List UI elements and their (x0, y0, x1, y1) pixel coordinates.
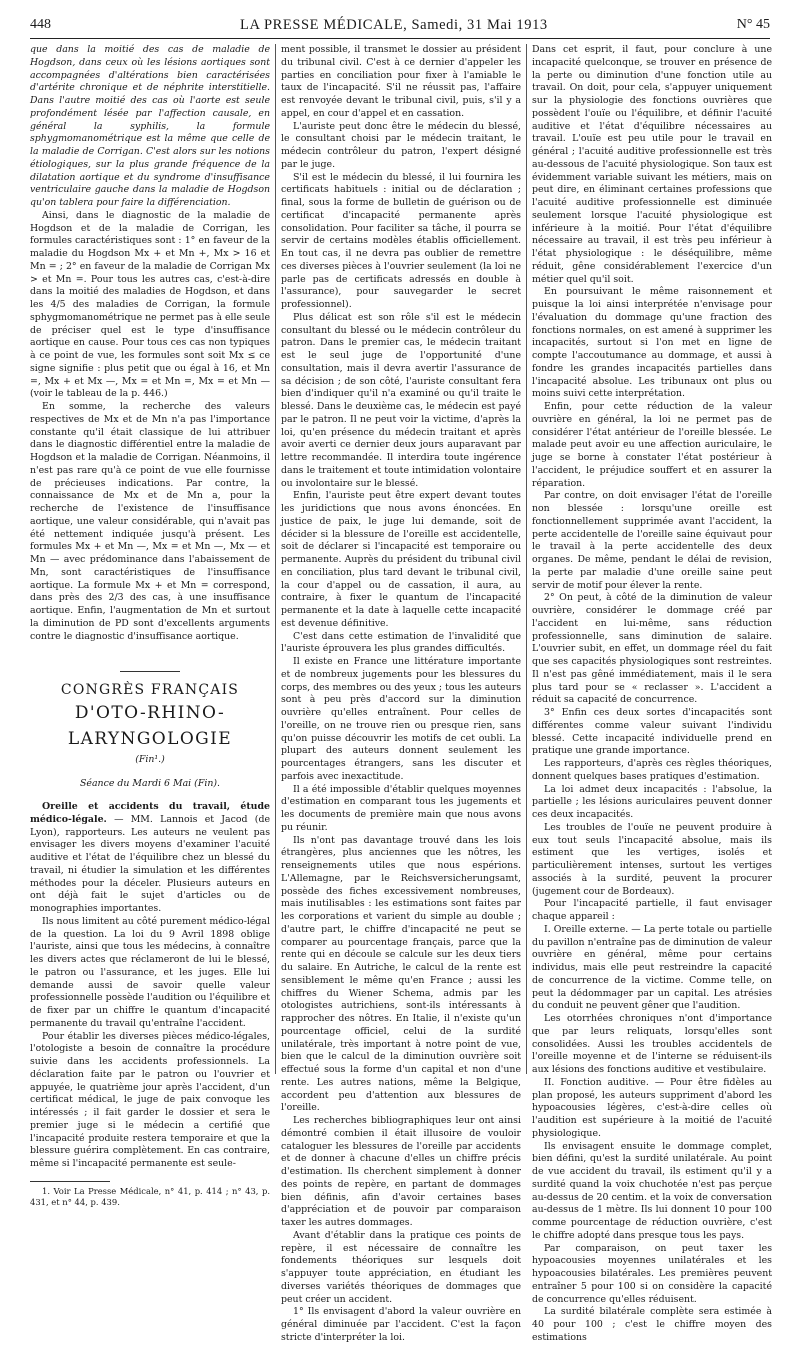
congress-title: CONGRÈS FRANÇAIS (60, 682, 240, 699)
paragraph: Il existe en France une littérature importante et de nombreux jugements pour les blessures du corps, des membres ou des yeux ; tous les auteurs sont à peu près d'accord sur la diminution ouvrière qu'elles entraînent. Pour celles de l'oreille, on ne trouve rien ou presque rien, sans qu'on puisse découvrir les motifs de cet oubli. La plupart des auteurs donnent seulement les pourcentages étrangers, sans les discuter et parfois avec inexactitude. (281, 656, 521, 782)
paragraph: 2° On peut, à côté de la diminution de valeur ouvrière, considérer le dommage créé par l'accident en lui-même, sans réduction professionnelle, sans diminution de salaire. L'ouvrier subit, en effet, un dommage réel du fait que ses capacités physiologiques sont restreintes. Il n'est pas gêné immédiatement, mais il le sera plus tard pour se « reclasser ». L'accident a réduit sa capacité de concurrence. (532, 592, 772, 706)
paragraph: Dans cet esprit, il faut, pour conclure à une incapacité quelconque, se trouver en présence de la perte ou diminution d'une fonction utile au travail. On doit, pour cela, s'appuyer uniquement sur la physiologie des fonctions ouvrières que possèdent l'ouïe ou l'équilibre, et définir l'acuité auditive et l'état d'équilibre nécessaires au travail. L'ouïe est peu utile pour le travail en général ; l'acuité auditive professionnelle est très au-dessous de l'acuité physiologique. Son taux est évidemment variable suivant les métiers, mais on peut dire, en éliminant certaines professions que l'acuité auditive professionnelle est diminuée seulement lorsque l'acuité physiologique est inférieure à la moitié. Pour l'état d'équilibre nécessaire au travail, il est très peu inférieur à l'état physiologique : le déséquilibre, même réduit, gêne considérablement l'exercice d'un métier quel qu'il soit. (532, 44, 772, 285)
paragraph: La loi admet deux incapacités : l'absolue, la partielle ; les lésions auriculaires peuvent donner ces deux incapacités. (532, 783, 772, 820)
paragraph: Il a été impossible d'établir quelques moyennes d'estimation en comparant tous les jugements et les documents de première main que nous avons pu réunir. (281, 783, 521, 833)
paragraph: Les recherches bibliographiques leur ont ainsi démontré combien il était illusoire de vouloir cataloguer les blessures de l'oreille par accidents et de donner à chacune d'elles un chiffre précis d'estimation. Ils cherchent simplement à donner des points de repère, en partant de dommages bien définis, afin d'avoir certaines bases d'appréciation et de pouvoir par comparaison taxer les autres dommages. (281, 1115, 521, 1228)
paragraph: Ils nous limitent au côté purement médico-légal de la question. La loi du 9 Avril 1898 oblige l'auriste, ainsi que tous les médecins, à connaître les divers actes que réclameront de lui le blessé, le patron ou l'assurance, et les juges. Elle lui demande aussi de savoir quelle valeur professionnelle possède l'audition ou l'équilibre et de fixer par un chiffre le quantum d'incapacité permanente du travail qu'entraîne l'accident. (30, 915, 270, 1029)
paragraph-text: Les auteurs ne veulent pas envisager les divers moyens d'examiner l'acuité auditive et l'état de l'équilibre chez un blessé du travail, ni étudier la simulation et les différentes méthodes pour la déceler. Plusieurs auteurs en ont déjà fait le sujet d'articles ou de monographies importantes. (30, 826, 271, 914)
paragraph: La surdité bilatérale complète sera estimée à 40 pour 100 ; c'est le chiffre moyen des estimations (532, 1306, 772, 1343)
paragraph: Ils n'ont pas davantage trouvé dans les lois étrangères, plus anciennes que les nôtres, les renseignements utiles que nous espérions. L'Allemagne, par le Reichsversicherungsamt, possède des fiches excessivement nombreuses, mais inutilisables : les estimations sont faites par les corporations et varient du simple au double ; d'autre part, le chiffre d'incapacité ne peut se comparer au pourcentage français, parce que la rente qui en découle se calcule sur les deux tiers du salaire. En Autriche, le calcul de la rente est sensiblement le même qu'en France ; aussi les chiffres du Wiener Schema, admis par les otologistes autrichiens, sont-ils intéressants à rapprocher des nôtres. En Italie, il n'existe qu'un pourcentage officiel, celui de la surdité unilatérale, très important à notre point de vue, bien que le calcul de la diminution ouvrière soit effectué sous la forme d'un capital et non d'une rente. Les autres nations, même la Belgique, accordent peu d'attention aux blessures de l'oreille. (281, 834, 521, 1114)
section-heading (30, 671, 270, 768)
report-title: Oreille et accidents du travail, étude médico-légale. (30, 801, 270, 825)
column-divider (275, 44, 276, 1074)
column-divider (526, 44, 527, 1074)
divider (120, 671, 180, 672)
paragraph: Pour établir les diverses pièces médico-légales, l'otologiste a besoin de connaître la procédure suivie dans les accidents professionnels. La déclaration faite par le patron ou l'ouvrier et appuyée, le quatrième jour après l'accident, d'un certificat médical, le juge de paix convoque les intéressés ; il fait garder le dossier et sera le premier juge si le médecin a certifié que l'incapacité produite restera temporaire et que la blessure guérira complètement. En cas contraire, même si l'incapacité permanente est seule- (30, 1030, 270, 1169)
paragraph: Enfin, pour cette réduction de la valeur ouvrière en général, la loi ne permet pas de considérer l'état antérieur de l'oreille blessée. Le malade peut avoir eu une affection auriculaire, le juge se borne à constater l'état postérieur à l'accident, le préjudice souffert et en assurer la réparation. (532, 401, 772, 489)
paragraph: Plus délicat est son rôle s'il est le médecin consultant du blessé ou le médecin contrôleur du patron. Dans le premier cas, le médecin traitant est le seul juge de l'opportunité d'une consultation, mais il devra avertir l'assurance de sa décision ; de son côté, l'auriste consultant fera bien d'indiquer qu'il n'a examiné ou qu'il traite le blessé. Dans le deuxième cas, le médecin est payé par le patron. Il ne peut voir la victime, d'après la loi, qu'en présence du médecin traitant et après avoir averti ce dernier deux jours auparavant par lettre recommandée. Il interdira toute ingérence dans le traitement et toute intimidation volontaire ou involontaire sur le blessé. (281, 311, 521, 489)
footnote-rule (30, 1181, 110, 1182)
paragraph: Par comparaison, on peut taxer les hypoacousies moyennes unilatérales et les hypoacousies bilatérales. Les premières peuvent entraîner 5 pour 100 si on considère la capacité de concurrence qu'elles réduisent. (532, 1242, 772, 1305)
paragraph: L'auriste peut donc être le médecin du blessé, le consultant choisi par le médecin traitant, le médecin contrôleur du patron, l'expert désigné par le juge. (281, 120, 521, 170)
paragraph: Enfin, l'auriste peut être expert devant toutes les juridictions que nous avons énoncées. En justice de paix, le juge lui demande, soit de décider si la blessure de l'oreille est accidentelle, soit de déclarer si l'incapacité est temporaire ou permanente. Auprès du président du tribunal civil en conciliation, plus tard devant le tribunal civil, la cour d'appel ou de cassation, il aura, au contraire, à fixer le quantum de l'incapacité permanente et la date à laquelle cette incapacité est devenue définitive. (281, 490, 521, 629)
paragraph (30, 801, 270, 916)
page-header (30, 14, 770, 36)
paragraph: 1° Ils envisagent d'abord la valeur ouvrière en général diminuée par l'accident. C'est la façon stricte d'interpréter la loi. (281, 1306, 521, 1343)
page-number: 448 (30, 17, 51, 32)
paragraph: Les otorrhées chroniques n'ont d'importance que par leurs reliquats, lorsqu'elles sont consolidées. Aussi les troubles accidentels de l'oreille moyenne et de l'interne se réduisent-ils aux lésions des fonctions auditive et vestibulaire. (532, 1013, 772, 1075)
paragraph: Les rapporteurs, d'après ces règles théoriques, donnent quelques bases pratiques d'estimation. (532, 758, 772, 782)
paragraph: Ils envisagent ensuite le dommage complet, bien défini, qu'est la surdité unilatérale. Au point de vue accident du travail, ils estiment qu'il y a surdité quand la voix chuchotée n'est pas perçue au-dessus de 20 centim. et la voix de conversation au-dessus de 1 mètre. Ils lui donnent 10 pour 100 comme pourcentage de réduction ouvrière, c'est le chiffre adopté dans presque tous les pays. (532, 1140, 772, 1241)
report-authors: — MM. Lannois et Jacod (de Lyon), rapporteurs. (30, 813, 270, 838)
paragraph: En poursuivant le même raisonnement et puisque la loi ainsi interprétée n'envisage pour l'évaluation du dommage qu'une fraction des fonctions normales, on est amené à supprimer les incapacités, surtout si l'on met en ligne de compte l'accoutumance au dommage, et aussi à fondre les grandes incapacités partielles dans l'incapacité absolue. Les tribunaux ont plus ou moins suivi cette interprétation. (532, 286, 772, 400)
paragraph: Par contre, on doit envisager l'état de l'oreille non blessée : lorsqu'une oreille est fonctionnellement supprimée avant l'accident, la perte accidentelle de l'oreille saine équivaut pour le travail à la perte accidentelle des deux organes. De même, pendant le délai de revision, la perte par maladie d'une oreille saine peut servir de motif pour élever la rente. (532, 490, 772, 591)
congress-subject: D'OTO-RHINO-LARYNGOLOGIE (67, 703, 233, 750)
paragraph: I. Oreille externe. — La perte totale ou partielle du pavillon n'entraîne pas de diminution de valeur ouvrière en général, même pour certains individus, mais elle peut restreindre la capacité de concurrence de la victime. Comme telle, on peut la dédommager par un capital. Les atrésies du conduit ne peuvent gêner que l'audition. (532, 923, 772, 1012)
column-3 (532, 44, 772, 1343)
footnote: 1. Voir La Presse Médicale, n° 41, p. 414 ; n° 43, p. 431, et n° 44, p. 439. (30, 1185, 270, 1207)
paragraph: ment possible, il transmet le dossier au président du tribunal civil. C'est à ce dernier d'appeler les parties en conciliation pour fixer à l'amiable le taux de l'incapacité. S'il ne réussit pas, l'affaire est renvoyée devant le tribunal civil, puis, s'il y a appel, en cour d'appel et en cassation. (281, 44, 521, 119)
paragraph: 3° Enfin ces deux sortes d'incapacités sont différentes comme valeur suivant l'individu blessé. Cette incapacité individuelle prend en pratique une grande importance. (532, 707, 772, 757)
issue-number: N° 45 (736, 17, 770, 32)
paragraph: Avant d'établir dans la pratique ces points de repère, il est nécessaire de connaître les fondements théoriques sur lesquels doit s'appuyer toute appréciation, en étudiant les diverses variétés théoriques de dommages que peut créer un accident. (281, 1229, 521, 1305)
paragraph: Pour l'incapacité partielle, il faut envisager chaque appareil : (532, 898, 772, 922)
session-date: Séance du Mardi 6 Mai (Fin). (80, 778, 220, 790)
paragraph: Ainsi, dans le diagnostic de la maladie de Hogdson et de la maladie de Corrigan, les formules caractéristiques sont : 1° en faveur de la maladie du Hogdson Mx + et Mn +, Mx > 16 et Mn = ; 2° en faveur de la maladie de Corrigan Mx > et Mn =. Pour tous les autres cas, c'est-à-dire dans la moitié des maladies de Hogdson, et dans les 4/5 des maladies de Corrigan, la formule sphygmomanométrique ne permet pas à elle seule de préciser quel est le type d'insuffisance aortique en cause. Pour tous ces cas non typiques à ce point de vue, les formules sont soit Mx ≤ ce signe signifie : plus petit que ou égal à 16, et Mn =, Mx + et Mx —, Mx = et Mn =, Mx = et Mn — (voir le tableau de la p. 446.) (30, 209, 270, 400)
journal-title: LA PRESSE MÉDICALE, Samedi, 31 Mai 1913 (240, 16, 548, 33)
column-1 (30, 44, 271, 1207)
header-rule (30, 38, 770, 39)
paragraph: C'est dans cette estimation de l'invalidité que l'auriste éprouvera les plus grandes difficultés. (281, 630, 521, 655)
paragraph: II. Fonction auditive. — Pour être fidèles au plan proposé, les auteurs suppriment d'abord les hypoacousies légères, c'est-à-dire celles où l'audition est supérieure à la moitié de l'acuité physiologique. (532, 1076, 772, 1139)
column-2 (281, 44, 521, 1343)
paragraph: Les troubles de l'ouïe ne peuvent produire à eux tout seuls l'incapacité absolue, mais ils estiment que les vertiges, isolés et particulièrement intenses, surtout les vertiges associés à la surdité, peuvent la procurer (jugement cour de Bordeaux). (532, 821, 772, 897)
paragraph: que dans la moitié des cas de maladie de Hogdson, dans ceux où les lésions aortiques sont accompagnées d'altérations bien caractérisées d'artérite chronique et de néphrite interstitielle. Dans l'autre moitié des cas où l'aorte est seule profondément lésée par l'affection causale, en général la syphilis, la formule sphygmomanométrique est la même que celle de la maladie de Corrigan. C'est alors sur les notions étiologiques, sur la plus grande fréquence de la dilatation aortique et du syndrome d'insuffisance ventriculaire gauche dans la maladie de Hogdson qu'on tablera pour faire la différenciation. (30, 44, 270, 208)
paragraph: S'il est le médecin du blessé, il lui fournira les certificats habituels : initial ou de déclaration ; final, sous la forme de bulletin de guérison ou de certificat d'incapacité permanente après consolidation. Pour faciliter sa tâche, il pourra se servir de certains modèles établis officiellement. En tout cas, il ne devra pas oublier de remettre ces diverses pièces à l'ouvrier seulement (la loi ne parle pas de certificats adressés en double à l'assurance), pour sauvegarder le secret professionnel). (281, 171, 521, 310)
paragraph: En somme, la recherche des valeurs respectives de Mx et de Mn n'a pas l'importance constante qu'il était classique de lui attribuer dans le diagnostic différentiel entre la maladie de Hogdson et la maladie de Corrigan. Néanmoins, il n'est pas rare qu'à ce point de vue elle fournisse de précieuses indications. Par contre, la connaissance de Mx et de Mn a, pour la recherche de l'existence de l'insuffisance aortique, une valeur considérable, qui n'avait pas été nettement indiquée jusqu'à présent. Les formules Mx + et Mn —, Mx = et Mn —, Mx — et Mn — avec prédominance dans l'abaissement de Mn, sont caractéristiques de l'insuffisance aortique. La formule Mx + et Mn = correspond, dans près des 2/3 des cas, à une insuffisance aortique. Enfin, l'augmentation de Mn et surtout la diminution de PD sont d'excellents arguments contre le diagnostic d'insuffisance aortique. (30, 401, 270, 642)
section-continuation: (Fin¹.) (135, 754, 165, 766)
